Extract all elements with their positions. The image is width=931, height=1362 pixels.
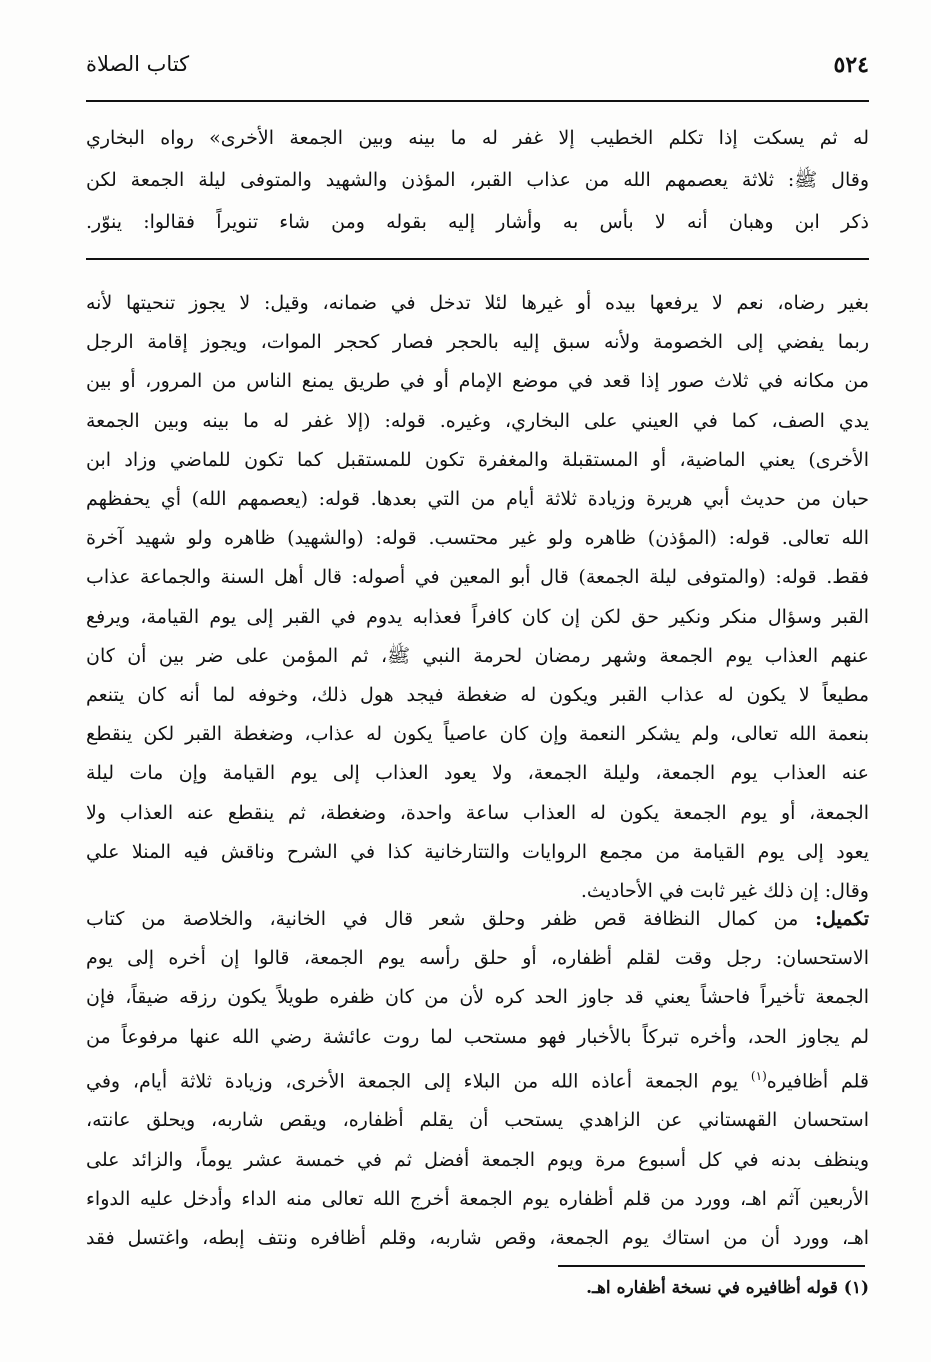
commentary-line: يدي الصف، كما في العيني على البخاري، وغيره. قوله: (إلا غفر له ما بينه وبين الجمعة bbox=[86, 409, 869, 432]
commentary-line: حبان من حديث أبي هريرة وزيادة ثلاثة أيام من التي بعدها. قوله: (يعصمهم الله) أي يحفظهم bbox=[86, 488, 869, 511]
takmil-footnote-line bbox=[86, 1057, 869, 1102]
commentary-line: الله تعالى. قوله: (المؤذن) ظاهره ولو غير محتسب. قوله: (والشهيد) ظاهره ولو شهيد آخرة bbox=[86, 527, 869, 550]
commentary-line: وقال: إن ذلك غير ثابت في الأحاديث. bbox=[580, 880, 869, 903]
takmil-line: وينظف بدنه في كل أسبوع مرة ويوم الجمعة أفضل ثم في خمسة عشر يوماً، والزائد على bbox=[86, 1148, 869, 1171]
commentary-text bbox=[86, 284, 869, 911]
takmil-line: استحسان القهستاني عن الزاهدي يستحب أن يقلم أظفاره، ويقص شاربه، ويحلق عانته، bbox=[86, 1109, 869, 1132]
commentary-line: الجمعة، أو يوم الجمعة يكون له العذاب ساعة واحدة، وضغطة، ثم ينقطع عنه العذاب ولا bbox=[86, 801, 869, 824]
hadith-line: وقال ﷺ: ثلاثة يعصمهم الله من عذاب القبر، المؤذن والشهيد والمتوفى ليلة الجمعة لكن bbox=[86, 169, 869, 191]
running-title: كتاب الصلاة bbox=[86, 52, 190, 76]
page-number: ٥٢٤ bbox=[833, 52, 869, 78]
commentary-line: ربما يفضي إلى الخصومة ولأنه سبق إليه بالحجر فصار كحجر الموات، ويجوز إقامة الرجل bbox=[86, 331, 869, 354]
page-header bbox=[86, 52, 869, 92]
hadith-line: له ثم يسكت إذا تكلم الخطيب إلا غفر له ما بينه وبين الجمعة الأخرى» رواه البخاري bbox=[86, 127, 869, 149]
footnote-divider bbox=[558, 1265, 865, 1267]
commentary-line: عنه العذاب يوم الجمعة، وليلة الجمعة، ولا يعود العذاب إلى يوم القيامة وإن مات ليلة bbox=[86, 762, 869, 785]
takmil-line: لم يجاوز الحد، وأخره تبركاً بالأخبار فهو مستحب لما روت عائشة رضي الله عنها مرفوعاً من bbox=[86, 1025, 869, 1048]
footnote-marker: (١) bbox=[750, 1068, 767, 1083]
takmil-first-line bbox=[86, 900, 869, 939]
commentary-line: بغير رضاه، نعم لا يرفعها بيده أو غيرها لئلا تدخل في ضمانه، وقيل: لا يجوز تنحيتها لأنه bbox=[86, 292, 869, 314]
commentary-line: القبر وسؤال منكر ونكير حق لكن إن كان كافراً فعذابه يدوم في القبر إلى يوم القيامة، ويرفع bbox=[86, 605, 869, 628]
hadith-text bbox=[86, 117, 869, 243]
takmil-heading: تكميل: bbox=[815, 908, 869, 930]
hadith-line: ذكر ابن وهبان أنه لا بأس به وأشار إليه بقوله ومن شاء تنويراً فقالوا: ينوّر. bbox=[86, 211, 869, 233]
takmil-line: الأربعين آثم اهـ، وورد من قلم أظفاره يوم الجمعة أخرج الله تعالى منه الداء وأدخل عليه الدواء bbox=[86, 1187, 869, 1210]
takmil-section bbox=[86, 900, 869, 1258]
commentary-line: فقط. قوله: (والمتوفى ليلة الجمعة) قال أبو المعين في أصوله: قال أهل السنة والجماعة عذاب bbox=[86, 566, 869, 589]
takmil-line: اهـ، وورد أن من استاك يوم الجمعة، وقص شاربه، وقلم أظافره ونتف إبطه، واغتسل فقد bbox=[86, 1226, 869, 1249]
text-divider bbox=[86, 258, 869, 260]
commentary-line: من مكانه في ثلاث صور إذا قعد في موضع الإمام أو في طريق يمنع الناس من المرور، أو بين bbox=[86, 370, 869, 393]
header-divider bbox=[86, 100, 869, 102]
takmil-line-start: قلم أظافيره bbox=[766, 1070, 869, 1093]
commentary-line: بنعمة الله تعالى، ولم يشكر النعمة وإن كان عاصياً يكون له عذاب، وضغطة القبر لكن ينقطع bbox=[86, 723, 869, 746]
takmil-line: الاستحسان: رجل وقت لقلم أظفاره، أو حلق رأسه يوم الجمعة، قالوا إن أخره إلى يوم bbox=[86, 947, 869, 970]
commentary-line: مطيعاً لا يكون له عذاب القبر ويكون له ضغطة فيجد هول ذلك، وخوفه لما أنه كان يتنعم bbox=[86, 684, 869, 707]
footnote: (١) قوله أظافيره في نسخة أظفاره اهـ. bbox=[586, 1278, 869, 1298]
commentary-line: يعود إلى يوم القيامة من مجمع الروايات والتتارخانية كذا في الشرح وناقش فيه المنلا علي bbox=[86, 840, 869, 863]
takmil-first-line-text: من كمال النظافة قص ظفر وحلق شعر قال في الخانية، والخلاصة من كتاب bbox=[86, 908, 816, 930]
takmil-line-rest: يوم الجمعة أعاذه الله من البلاء إلى الجمعة الأخرى، وزيادة ثلاثة أيام، وفي bbox=[86, 1070, 751, 1093]
commentary-line: عنهم العذاب يوم الجمعة وشهر رمضان لحرمة النبي ﷺ، ثم المؤمن على ضر بين أن كان bbox=[86, 644, 869, 667]
takmil-line: الجمعة تأخيراً فاحشاً يعني قد جاوز الحد كره لأن من كان ظفره طويلاً يكون رزقه ضيقاً، فإن bbox=[86, 986, 869, 1009]
commentary-line: الأخرى) يعني الماضية، أو المستقبلة والمغفرة تكون للمستقبل كما تكون للماضي وزاد ابن bbox=[86, 448, 869, 471]
